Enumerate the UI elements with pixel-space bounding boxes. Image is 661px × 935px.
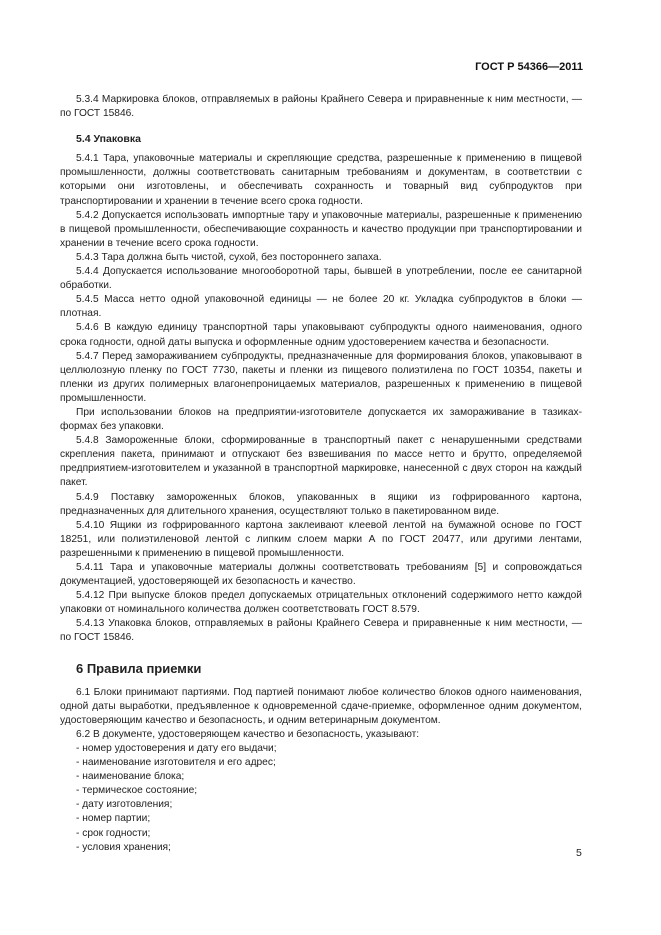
list-item: - номер удостоверения и дату его выдачи; <box>76 742 277 754</box>
page-number: 5 <box>576 847 582 859</box>
paragraph-5-4-9: 5.4.9 Поставку замороженных блоков, упакованных в ящики из гофрированного картона, предназначенных для длительного хранения, осуществляют только в пакетированном виде. <box>60 491 582 517</box>
paragraph-5-4-4: 5.4.4 Допускается использование многооборотной тары, бывшей в употреблении, после ее санитарной обработки. <box>60 266 582 292</box>
paragraph-5-4-10: 5.4.10 Ящики из гофрированного картона заклеивают клеевой лентой на бумажной основе по ГОСТ 18251, или полиэтиленовой лентой с липким слоем марки А по ГОСТ 20477, или другими лентами, разрешенными к применению в пищевой промышленности. <box>60 519 582 559</box>
list-item: - наименование изготовителя и его адрес; <box>76 757 276 769</box>
list-item: - наименование блока; <box>76 771 185 783</box>
section-heading-6: 6 Правила приемки <box>76 660 202 676</box>
requirements-list <box>60 742 582 855</box>
paragraph-6-1: 6.1 Блоки принимают партиями. Под партией понимают любое количество блоков одного наименования, одной даты выработки, предъявленное к одновременной сдаче-приемке, оформленное одним документом, удостоверяющим качество и безопасность, и одним ветеринарным документом. <box>60 686 582 726</box>
list-item: - термическое состояние; <box>76 785 198 797</box>
paragraph-5-4-2: 5.4.2 Допускается использовать импортные тару и упаковочные материалы, разрешенные к применению в пищевой промышленности, обеспечивающие сохранность и качество продукции при транспортировании и хранении в течение всего срока годности. <box>60 209 582 249</box>
paragraph-5-4-7-note: При использовании блоков на предприятии-изготовителе допускается их замораживание в тазиках-формах без упаковки. <box>60 406 582 433</box>
list-item: - номер партии; <box>76 813 151 825</box>
paragraph-5-4-7: 5.4.7 Перед замораживанием субпродукты, предназначенные для формирования блоков, упаковывают в целлюлозную пленку по ГОСТ 7730, пакеты и пленки из пищевого полиэтилена по ГОСТ 10354, пакеты и пленки из других полимерных влагонепроницаемых материалов, разрешенных к применению в пищевой промышленности. <box>60 350 582 404</box>
document-header: ГОСТ Р 54366—2011 <box>475 61 583 73</box>
paragraph-5-3-4: 5.3.4 Маркировка блоков, отправляемых в районы Крайнего Севера и приравненные к ним местности, — по ГОСТ 15846. <box>60 94 582 120</box>
paragraph-5-4-13: 5.4.13 Упаковка блоков, отправляемых в районы Крайнего Севера и приравненные к ним местности, — по ГОСТ 15846. <box>60 618 582 644</box>
subsection-heading-5-4: 5.4 Упаковка <box>76 133 141 146</box>
list-item: - условия хранения; <box>76 841 171 853</box>
document-body <box>60 93 582 855</box>
paragraph-5-4-8: 5.4.8 Замороженные блоки, сформированные в транспортный пакет с ненарушенными средствами скрепления пакета, принимают и отпускают без взвешивания по массе нетто и брутто, определяемой предприятием-изготовителем и указанной в транспортной маркировке, нанесенной с двух сторон на каждый пакет. <box>60 435 582 489</box>
paragraph-5-4-5: 5.4.5 Масса нетто одной упаковочной единицы — не более 20 кг. Укладка субпродуктов в блоки — плотная. <box>60 294 582 320</box>
paragraph-5-4-1: 5.4.1 Тара, упаковочные материалы и скрепляющие средства, разрешенные к применению в пищевой промышленности, должны соответствовать санитарным требованиям и документам, в соответствии с которыми они изготовлены, и обеспечивать сохранность и товарный вид субпродуктов при транспортировании и хранении в течение всего срока годности. <box>60 153 582 207</box>
paragraph-5-4-6: 5.4.6 В каждую единицу транспортной тары упаковывают субпродукты одного наименования, одного срока годности, одной даты выпуска и оформленные одним удостоверением качества и безопасности. <box>60 322 582 348</box>
paragraph-5-4-11: 5.4.11 Тара и упаковочные материалы должны соответствовать требованиям [5] и сопровождаться документацией, удостоверяющей их безопасность и качество. <box>60 562 582 588</box>
paragraph-5-4-12: 5.4.12 При выпуске блоков предел допускаемых отрицательных отклонений содержимого нетто каждой упаковки от номинального количества должен соответствовать ГОСТ 8.579. <box>60 590 582 616</box>
list-item: - дату изготовления; <box>76 799 173 811</box>
list-item: - срок годности; <box>76 827 151 839</box>
paragraph-6-2: 6.2 В документе, удостоверяющем качество и безопасность, указывают: <box>76 728 420 740</box>
paragraph-5-4-3: 5.4.3 Тара должна быть чистой, сухой, без постороннего запаха. <box>76 251 382 263</box>
